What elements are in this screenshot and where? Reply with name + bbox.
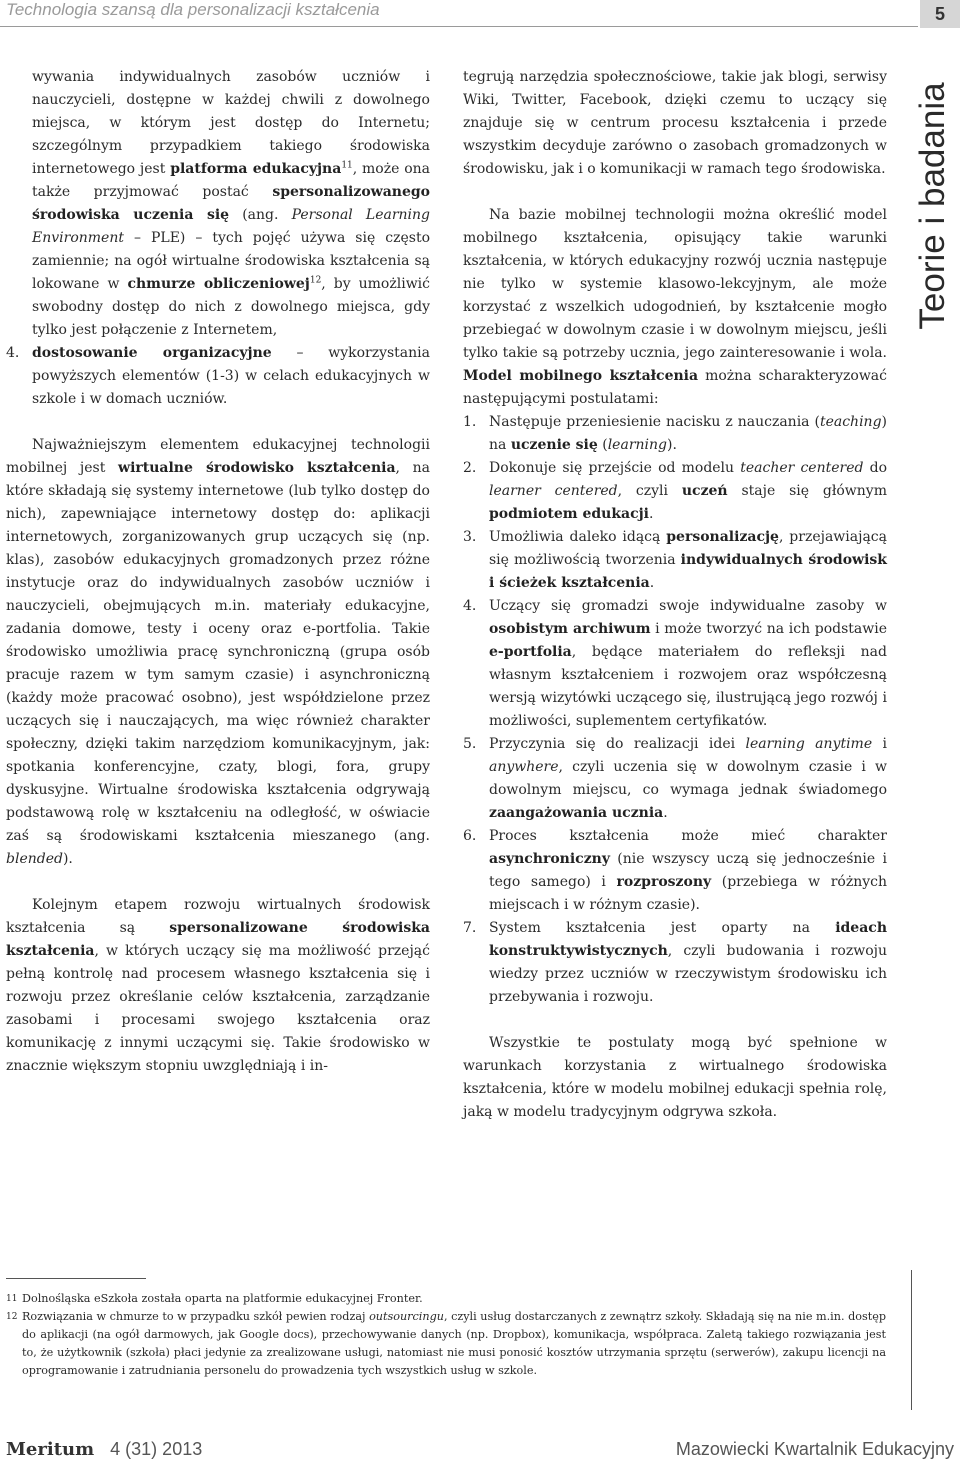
paragraph: Na bazie mobilnej technologii można określić model mobilnego kształcenia, opisujący takie warunki kształcenia, w których edukacyjny rozwój ucznia następuje nie tylko w systemie klasowo-lekcyjnym, ale może korzystać z wszelkich udogodnień, by kształcenie mogło przebiegać w dowolnym czasie i w dowolnym miejscu, jeśli tylko takie są potrzeby ucznia, jego zainteresowanie i wola. Model mobilnego kształcenia można scharakteryzować następującymi postulatami: — [463, 207, 887, 407]
footer-issue-number: 4 (31) 2013 — [110, 1439, 203, 1459]
list-item: 7. System kształcenia jest oparty na ideach konstruktywistycznych, czyli budowania i rozwoju wiedzy przez uczniów w rzeczywistym środowisku ich przebywania i rozwoju. — [463, 920, 887, 1005]
list-item: 6. Proces kształcenia może mieć charakter asynchroniczny (nie wszyscy uczą się jednocześnie i tego samego) i rozproszony (przebiega w różnych miejscach i w różnym czasie). — [463, 828, 887, 913]
running-header — [0, 0, 960, 26]
footer-brand: Meritum — [6, 1439, 95, 1460]
footer-journal: Mazowiecki Kwartalnik Edukacyjny — [675, 1439, 954, 1459]
paragraph: Najważniejszym elementem edukacyjnej technologii mobilnej jest wirtualne środowisko kształcenia, na które składają się systemy internetowe (lub tylko dostęp do nich), zapewniające internetowy dostęp do: aplikacji internetowych, zorganizowanych grup uczących się (np. klas), zasobów edukacyjnych gromadzonych przez różne instytucje oraz do indywidualnych zasobów uczniów i nauczycieli, obejmujących m.in. materiały edukacyjne, zadania domowe, testy i oceny oraz e-portfolia. Takie środowisko umożliwia pracę synchroniczną (grupa osób pracuje razem w tym samym czasie) i asynchroniczną (każdy może pracować osobno), jest współdzielone przez uczących się i nauczających, ma więc również charakter społeczny, dzięki takim narzędziom komunikacyjnym, jak: spotkania konferencyjne, czaty, blogi, fora, grupy dyskusyjne. Wirtualne środowiska kształcenia odgrywają podstawową rolę w kształceniu na odległość, w oświacie zaś są środowiskami kształcenia mieszanego (ang. blended). — [6, 437, 430, 867]
list-item: 1. Następuje przeniesienie nacisku z nauczania (teaching) na uczenie się (learning). — [463, 414, 887, 453]
section-side-title-text: Teorie i badania — [913, 82, 952, 330]
page-number: 5 — [920, 0, 960, 28]
left-column — [6, 66, 430, 1078]
section-side-title — [903, 56, 960, 356]
list-item: 2. Dokonuje się przejście od modelu teacher centered do learner centered, czyli uczeń staje się głównym podmiotem edukacji. — [463, 460, 888, 522]
paragraph: tegrują narzędzia społecznościowe, takie jak blogi, serwisy Wiki, Twitter, Facebook, dzięki czemu to uczący się znajduje się w centrum procesu kształcenia i przede wszystkim decyduje zarówno o zasobach gromadzonych w środowisku, jak i o komunikacji w ramach tego środowiska. — [463, 69, 887, 177]
footnote-12: 12 Rozwiązania w chmurze to w przypadku szkół pewien rodzaj outsourcingu, czyli usług dostarczanych z zewnątrz szkoły. Składają się na nie m.in. dostęp do aplikacji (na ogół darmowych, jak Google docs), przechowywanie danych (np. Dropbox), komunikacja, współpraca. Zaletą takiego rozwiązania jest to, że użytkownik (szkoła) płaci jedynie za zrealizowane usługi, natomiast nie musi ponosić kosztów utrzymania sprzętu (serwerów), zakupu licencji na oprogramowanie i zatrudniania personelu do prowadzenia tych wszystkich usług w szkole. — [6, 1310, 886, 1377]
right-column — [463, 66, 887, 1124]
paragraph: Wszystkie te postulaty mogą być spełnione w warunkach korzystania z wirtualnego środowiska kształcenia, które w modelu mobilnej edukacji spełnia rolę, jaką w modelu tradycyjnym odgrywa szkoła. — [463, 1035, 887, 1120]
paragraph-continued: wywania indywidualnych zasobów uczniów i nauczycieli, dostępne w każdej chwili z dowolnego miejsca, w którym jest dostęp do Internetu; szczególnym przypadkiem takiego środowiska internetowego jest platforma edukacyjna$^{11}$, może ona także przyjmować postać spersonalizowanego środowiska uczenia się (ang. Personal Learning Environment – PLE) – tych pojęć używa się często zamiennie; na ogół wirtualne środowiska kształcenia są lokowane w chmurze obliczeniowej$^{12}$, by umożliwić swobodny dostęp do nich z dowolnego miejsca, gdy tylko jest połączenie z Internetem, — [32, 69, 430, 338]
list-item: 4. Uczący się gromadzi swoje indywidualne zasoby w osobistym archiwum i może tworzyć na ich podstawie e-portfolia, będące materiałem do refleksji nad własnym kształceniem i rozwojem oraz współczesną wersją wizytówki uczącego się, ilustrującą jego rozwój i możliwości, suplementem certyfikatów. — [463, 598, 887, 729]
footnotes — [6, 1290, 886, 1380]
list-item: 3. Umożliwia daleko idącą personalizację, przejawiającą się możliwością tworzenia indywidualnych środowisk i ścieżek kształcenia. — [463, 529, 887, 591]
list-item: 4. dostosowanie organizacyjne – wykorzystania powyższych elementów (1-3) w celach edukacyjnych w szkole i w domach uczniów. — [6, 345, 430, 407]
footnote-rule — [6, 1278, 146, 1279]
margin-rule — [911, 1270, 912, 1410]
list-item: 5. Przyczynia się do realizacji idei learning anytime i anywhere, czyli uczenia się w dowolnym czasie i w dowolnym miejscu, co wymaga jednak świadomego zaangażowania ucznia. — [463, 736, 887, 821]
footnote-11: 11 Dolnośląska eSzkoła została oparta na platformie edukacyjnej Fronter. — [6, 1292, 423, 1305]
running-title: Technologia szansą dla personalizacji kształcenia — [6, 0, 380, 19]
paragraph: Kolejnym etapem rozwoju wirtualnych środowisk kształcenia są spersonalizowane środowiska kształcenia, w których uczący się ma możliwość przejąć pełną kontrolę nad procesem własnego kształcenia się i rozwoju przez określanie celów kształcenia, zarządzanie zasobami i procesami swojego kształcenia oraz komunikację z innymi uczącymi się. Takie środowisko w znacznie większym stopniu uwzględniają i in- — [6, 897, 430, 1074]
header-rule — [0, 26, 918, 27]
footer-issue — [6, 1439, 202, 1460]
